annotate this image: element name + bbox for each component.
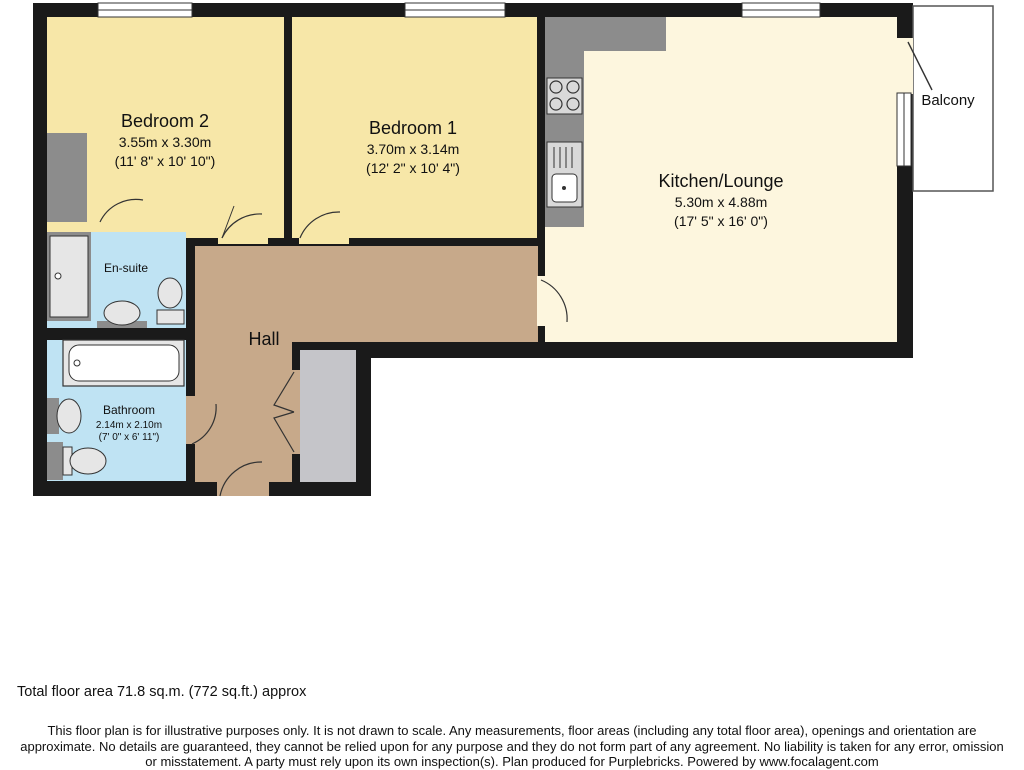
kitchen-imperial: (17' 5" x 16' 0") bbox=[674, 213, 768, 229]
bathtub-icon bbox=[63, 340, 184, 386]
window-kitchen bbox=[742, 3, 820, 17]
hall-name: Hall bbox=[248, 329, 280, 349]
shower-icon bbox=[47, 232, 91, 321]
bedroom2-metric: 3.55m x 3.30m bbox=[118, 134, 212, 150]
bedroom1-name: Bedroom 1 bbox=[368, 118, 458, 138]
bathroom-name: Bathroom bbox=[102, 403, 156, 417]
kitchen-name: Kitchen/Lounge bbox=[658, 171, 784, 191]
window-bedroom2 bbox=[98, 3, 192, 17]
disclaimer-line-1: This floor plan is for illustrative purposes only. It is not drawn to scale. Any measurements, floor areas (including any total floor area), openings and orientation are bbox=[47, 723, 977, 738]
basin-icon bbox=[47, 398, 81, 434]
window-bedroom1 bbox=[405, 3, 505, 17]
wardrobe bbox=[47, 133, 87, 222]
bathroom-metric: 2.14m x 2.10m bbox=[95, 420, 163, 431]
total-floor-area: Total floor area 71.8 sq.m. (772 sq.ft.) approx bbox=[17, 684, 307, 700]
window-balcony bbox=[897, 93, 911, 166]
bedroom1-imperial: (12' 2" x 10' 4") bbox=[366, 160, 460, 176]
sink-icon bbox=[547, 142, 582, 207]
disclaimer bbox=[8, 723, 1016, 770]
balcony-name: Balcony bbox=[921, 92, 975, 109]
ensuite-name: En-suite bbox=[103, 261, 149, 275]
bathroom-imperial: (7' 0" x 6' 11") bbox=[98, 432, 160, 443]
bedroom2-name: Bedroom 2 bbox=[120, 111, 210, 131]
hob-icon bbox=[547, 78, 582, 114]
disclaimer-line-2: approximate. No details are guaranteed, they cannot be relied upon for any purpose and they do not form part of any agreement. No liability is taken for any error, omission bbox=[20, 738, 1004, 754]
ensuite-toilet-icon bbox=[157, 278, 184, 324]
bedroom2-imperial: (11' 8" x 10' 10") bbox=[114, 153, 216, 169]
cupboard bbox=[300, 350, 356, 482]
kitchen-metric: 5.30m x 4.88m bbox=[674, 194, 768, 210]
disclaimer-line-3: or misstatement. A party must rely upon its own inspection(s). Plan produced for Purplebricks. Powered by www.focalagent.com bbox=[145, 754, 879, 769]
bedroom1-metric: 3.70m x 3.14m bbox=[366, 141, 460, 157]
